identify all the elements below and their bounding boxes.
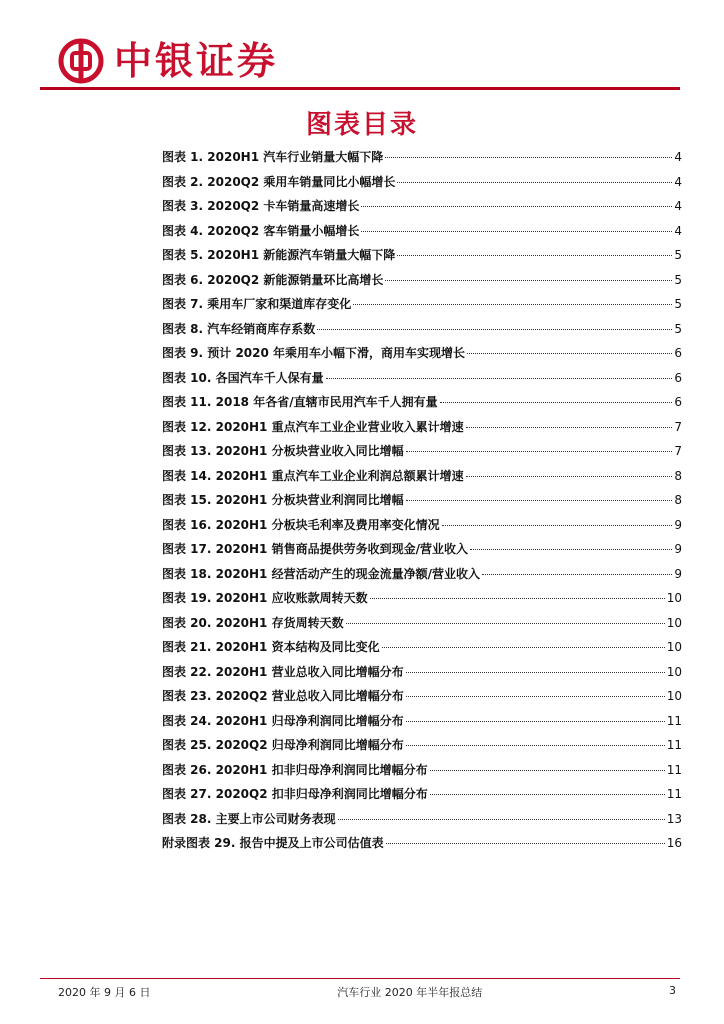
toc-entry-label[interactable]: 附录图表 29. 报告中提及上市公司估值表 — [162, 836, 384, 850]
toc-entry[interactable] — [162, 565, 682, 590]
toc-entry-page: 11 — [666, 713, 682, 728]
toc-entry[interactable] — [162, 540, 682, 565]
toc-dot-leader — [430, 794, 665, 795]
toc-entry-page: 13 — [666, 811, 682, 826]
toc-entry[interactable] — [162, 663, 682, 688]
toc-entry-label[interactable]: 图表 23. 2020Q2 营业总收入同比增幅分布 — [162, 689, 404, 703]
toc-entry-label[interactable]: 图表 9. 预计 2020 年乘用车小幅下滑，商用车实现增长 — [162, 346, 466, 360]
toc-entry-label[interactable]: 图表 19. 2020H1 应收账款周转天数 — [162, 591, 368, 605]
toc-entry-page: 10 — [666, 664, 682, 679]
toc-entry-label[interactable]: 图表 2. 2020Q2 乘用车销量同比小幅增长 — [162, 174, 396, 189]
toc-entry-label[interactable]: 图表 18. 2020H1 经营活动产生的现金流量净额/营业收入 — [162, 566, 480, 581]
toc-dot-leader — [370, 598, 665, 599]
toc-entry-label[interactable]: 图表 13. 2020H1 分板块营业收入同比增幅 — [162, 444, 404, 458]
toc-dot-leader — [430, 770, 665, 771]
toc-dot-leader — [406, 500, 673, 501]
toc-entry-label[interactable]: 图表 26. 2020H1 扣非归母净利润同比增幅分布 — [162, 762, 428, 777]
toc-entry[interactable] — [162, 516, 682, 541]
brand-name: 中银证券 — [114, 39, 279, 83]
toc-entry-page: 11 — [666, 762, 682, 777]
toc-entry[interactable] — [162, 491, 682, 516]
toc-dot-leader — [353, 304, 672, 305]
toc-entry-page: 4 — [674, 223, 682, 238]
toc-dot-leader — [406, 721, 665, 722]
toc-entry[interactable] — [162, 687, 682, 712]
toc-entry-label[interactable]: 图表 15. 2020H1 分板块营业利润同比增幅 — [162, 493, 404, 507]
toc-entry-page: 5 — [674, 297, 682, 311]
toc-entry-label[interactable]: 图表 5. 2020H1 新能源汽车销量大幅下降 — [162, 248, 396, 262]
toc-entry-page: 10 — [666, 640, 682, 654]
toc-dot-leader — [326, 378, 673, 379]
toc-entry[interactable] — [162, 271, 682, 296]
toc-entry[interactable] — [162, 222, 682, 247]
toc-entry-page: 6 — [674, 395, 682, 409]
toc-entry[interactable] — [162, 393, 682, 418]
toc-entry-label[interactable]: 图表 17. 2020H1 销售商品提供劳务收到现金/营业收入 — [162, 542, 468, 556]
toc-entry-label[interactable]: 图表 14. 2020H1 重点汽车工业企业利润总额累计增速 — [162, 468, 464, 483]
toc-entry-page: 6 — [674, 346, 682, 360]
toc-dot-leader — [346, 623, 665, 624]
toc-entry-label[interactable]: 图表 21. 2020H1 资本结构及同比变化 — [162, 640, 380, 654]
toc-entry[interactable] — [162, 589, 682, 614]
toc-dot-leader — [442, 525, 673, 526]
toc-entry-label[interactable]: 图表 7. 乘用车厂家和渠道库存变化 — [162, 297, 352, 311]
toc-entry-page: 7 — [674, 419, 682, 434]
toc-entry-page: 9 — [674, 517, 682, 532]
toc-entry[interactable] — [162, 442, 682, 467]
table-of-figures — [162, 148, 682, 859]
toc-entry[interactable] — [162, 467, 682, 492]
toc-entry[interactable] — [162, 320, 682, 345]
toc-entry-label[interactable]: 图表 3. 2020Q2 卡车销量高速增长 — [162, 199, 360, 213]
toc-entry-page: 5 — [674, 272, 682, 287]
toc-dot-leader — [406, 451, 673, 452]
toc-dot-leader — [338, 819, 665, 820]
toc-entry[interactable] — [162, 785, 682, 810]
toc-dot-leader — [466, 427, 673, 428]
toc-entry[interactable] — [162, 148, 682, 173]
toc-entry-page: 16 — [666, 836, 682, 850]
toc-entry-page: 10 — [666, 615, 682, 630]
toc-entry[interactable] — [162, 712, 682, 737]
toc-dot-leader — [467, 353, 672, 354]
toc-entry-page: 6 — [674, 370, 682, 385]
toc-entry-page: 8 — [674, 493, 682, 507]
toc-dot-leader — [406, 672, 665, 673]
toc-entry[interactable] — [162, 761, 682, 786]
toc-dot-leader — [470, 549, 672, 550]
toc-entry-page: 11 — [666, 787, 682, 801]
toc-entry-page: 10 — [666, 689, 682, 703]
toc-entry[interactable] — [162, 295, 682, 320]
toc-entry[interactable] — [162, 638, 682, 663]
toc-entry[interactable] — [162, 344, 682, 369]
toc-entry-page: 8 — [674, 468, 682, 483]
toc-entry-label[interactable]: 图表 20. 2020H1 存货周转天数 — [162, 615, 344, 630]
toc-entry-label[interactable]: 图表 4. 2020Q2 客车销量小幅增长 — [162, 223, 360, 238]
toc-entry[interactable] — [162, 197, 682, 222]
toc-dot-leader — [386, 843, 665, 844]
toc-entry[interactable] — [162, 173, 682, 198]
footer-divider — [40, 978, 680, 979]
toc-dot-leader — [482, 574, 672, 575]
toc-entry-page: 4 — [674, 199, 682, 213]
toc-entry-label[interactable]: 图表 16. 2020H1 分板块毛利率及费用率变化情况 — [162, 517, 440, 532]
toc-entry-label[interactable]: 图表 22. 2020H1 营业总收入同比增幅分布 — [162, 664, 404, 679]
page-title: 图表目录 — [305, 110, 418, 140]
toc-entry-label[interactable]: 图表 12. 2020H1 重点汽车工业企业营业收入累计增速 — [162, 419, 464, 434]
toc-dot-leader — [406, 696, 665, 697]
toc-entry-label[interactable]: 图表 28. 主要上市公司财务表现 — [162, 811, 336, 826]
toc-entry-label[interactable]: 图表 1. 2020H1 汽车行业销量大幅下降 — [162, 150, 384, 164]
toc-entry-page: 7 — [674, 444, 682, 458]
toc-entry-label[interactable]: 图表 6. 2020Q2 新能源销量环比高增长 — [162, 272, 384, 287]
toc-dot-leader — [317, 329, 672, 330]
toc-entry[interactable] — [162, 614, 682, 639]
toc-entry-page: 4 — [674, 174, 682, 189]
header-divider — [40, 87, 680, 90]
toc-entry[interactable] — [162, 834, 682, 859]
footer-report-title: 汽车行业 2020 年半年报总结 — [337, 986, 483, 999]
toc-entry[interactable] — [162, 810, 682, 835]
toc-entry-page: 11 — [666, 738, 682, 752]
toc-entry-label[interactable]: 图表 27. 2020Q2 扣非归母净利润同比增幅分布 — [162, 787, 428, 801]
toc-entry-page: 4 — [674, 150, 682, 164]
toc-dot-leader — [361, 231, 672, 232]
toc-dot-leader — [385, 157, 672, 158]
toc-dot-leader — [361, 206, 672, 207]
toc-entry-label[interactable]: 图表 8. 汽车经销商库存系数 — [162, 321, 316, 336]
footer-date: 2020 年 9 月 6 日 — [58, 986, 151, 999]
brand-logo — [58, 38, 278, 84]
toc-entry-page: 9 — [674, 542, 682, 556]
toc-entry[interactable] — [162, 369, 682, 394]
toc-entry-label[interactable]: 图表 25. 2020Q2 归母净利润同比增幅分布 — [162, 738, 404, 752]
toc-entry[interactable] — [162, 418, 682, 443]
bank-of-china-logo-icon — [58, 38, 104, 84]
toc-dot-leader — [397, 182, 672, 183]
toc-entry-page: 9 — [674, 566, 682, 581]
page-footer — [58, 984, 676, 1000]
toc-dot-leader — [397, 255, 672, 256]
toc-entry-label[interactable]: 图表 10. 各国汽车千人保有量 — [162, 370, 324, 385]
toc-entry-page: 5 — [674, 321, 682, 336]
toc-dot-leader — [406, 745, 665, 746]
footer-page-number: 3 — [668, 984, 676, 997]
toc-dot-leader — [385, 280, 672, 281]
toc-dot-leader — [440, 402, 673, 403]
toc-entry-label[interactable]: 图表 24. 2020H1 归母净利润同比增幅分布 — [162, 713, 404, 728]
toc-entry-page: 10 — [666, 591, 682, 605]
toc-entry-page: 5 — [674, 248, 682, 262]
toc-entry[interactable] — [162, 246, 682, 271]
toc-dot-leader — [382, 647, 665, 648]
toc-entry[interactable] — [162, 736, 682, 761]
toc-entry-label[interactable]: 图表 11. 2018 年各省/直辖市民用汽车千人拥有量 — [162, 395, 438, 409]
toc-dot-leader — [466, 476, 673, 477]
